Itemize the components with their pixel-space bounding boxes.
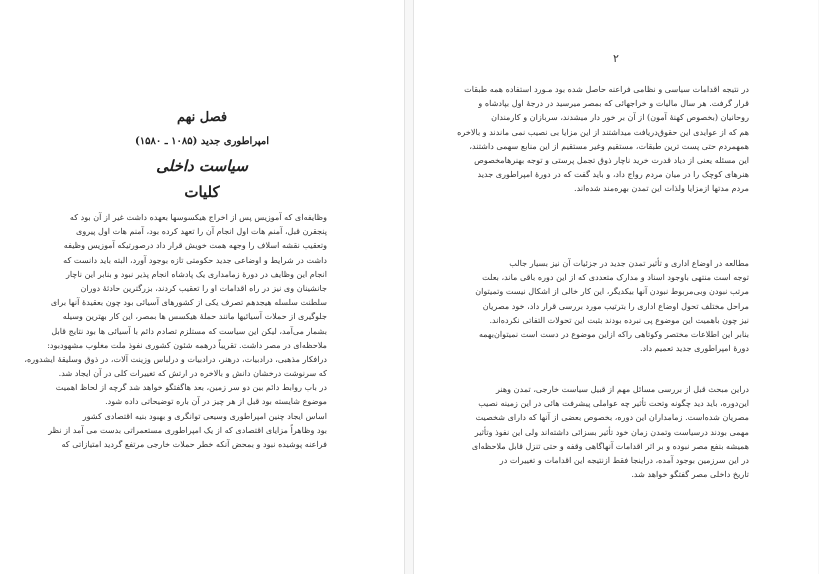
text-line: وتعقیب نقشه اسلاف را وجهه همت خویش قرار داد درصورتیکه آموزیس وظیفه [63, 240, 327, 251]
text-line: در این سرزمین بوجود آمده، دراینجا فقط ازنتیجه این اقدامات و تغییرات در [499, 454, 749, 465]
text-line: درافکار مذهبی، درادبیات، درهنر، درادبیات و درلباس وزینت آلات، در ذوق وسلیقهٔ ایشدوره، [24, 353, 327, 364]
chapter-heading-block [0, 108, 404, 204]
text-line: مردم مدتها ازمزایا ولذات این تمدن بهره‌مند شده‌اند. [574, 183, 749, 194]
chapter-title: فصل نهم [176, 110, 228, 125]
text-line: در نتیجه اقدامات سیاسی و نظامی فراعنه حاصل شده بود مـورد استفاده همه طبقات [464, 84, 749, 94]
text-line: انجام این وظایف در دورهٔ زمامداری یک پادشاه انجام پذیر نبود و بنابر این ناچار [65, 268, 327, 279]
text-line: بشمار می‌آمد، لیکن این سیاست که مستلزم تصادم دائم با آسیائی ها بود نتایج قابل [51, 325, 327, 336]
text-line: این‌دوره، باید دید چگونه وتحت تأثیر چه عواملی پیشرفت هائی در این زمینه نصیب [478, 398, 749, 409]
text-line: سلطنت سلسله هیجدهم تصرف یکی از کشورهای آسیائی بود چون بعقیدهٔ آنها برای [50, 297, 327, 308]
text-line: دراین مبحث قبل از بررسی مسائل مهم از قبیل سیاست خارجی، تمدن وهنر [495, 384, 749, 394]
text-line: هنرهای کوچک را در میان مردم رواج داد، و باید گفت که در دورهٔ امپراطوری جدید [477, 169, 749, 180]
left-body-text [24, 210, 327, 451]
left-page [0, 0, 404, 574]
text-line: مرتب نبودن وبی‌مربوط نبودن آنها بیکدیگر، این کار خالی از اشکال نیست وتمیتوان [475, 286, 749, 297]
text-line: همیشه بنفع مصر نبوده و بر اثر اقدامات آنهاگاهی وقفه و حتی تنزل قابل ملاحظه‌ای [471, 440, 749, 451]
text-line: جانشینان وی نیز در راه اقدامات او را تعقیب کردند، بزرگترین حادثهٔ دوران [80, 282, 327, 293]
text-line: این مسئله یعنی از دیاد قدرت خرید ناچار ذوق تجمل پرستی و توجه بهنرهامخصوص [474, 154, 749, 165]
section-heading-domestic-policy: سیاست داخلی [156, 157, 248, 175]
text-line: مطالعه در اوضاع اداری و تأثیر تمدن جدید در جزئیات آن نیز بسیار جالب [509, 258, 749, 268]
text-line: بود وظاهراً مزایای اقتصادی که از یک امپراطوری مستعمراتی بدست می آمد از نظر [48, 424, 327, 435]
text-line: موضوع شایسته بود قبل از هر چیز در آن باره توضیحاتی داده شود. [105, 396, 327, 407]
paragraph-3 [447, 382, 749, 481]
text-line: مهمی بودند درسیاست وتمدن زمان خود تأثیر بسزائی داشته‌اند ولی این نفوذ وتأثیر [474, 426, 749, 437]
text-line: مصریان شده‌است. زمامداران این دوره، بخصوص بعضی از آنها که دارای شخصیت [475, 412, 749, 423]
text-line: جلوگیری از حملات آسیائیها مانند حملهٔ هیکسس ها بمصر، این کار بهترین وسیله [62, 311, 327, 322]
text-line: نیز چون باهمیت این موضوع پی نبرده بودند بثبت این تحولات التفاتی نکرده‌اند. [489, 314, 749, 325]
text-line: هم که از عوایدی این حقوق‌دریافت میداشتند از این مزایا بی نصیب نمی ماندند و بالاخره [457, 126, 749, 137]
text-line: داشت در شرایط و اوضاعی جدید حکومتی تازه بوجود آورد، البته باید دانست که [63, 254, 327, 265]
text-line: فراعنه پوشیده نبود و بمحض آنکه خطر حملات خارجی مرتفع گردید امتیازاتی که [61, 439, 327, 449]
text-line: اساس ایجاد چنین امپراطوری وسیعی توانگری و بهبود بنیه اقتصادی کشور [82, 410, 327, 421]
text-line: روحانیان (بخصوص کهنهٔ آمون) از آن بر خور دار میشدند، سربازان و کارمندان [491, 112, 749, 123]
text-line: در باب روابط دائم بین دو سر زمین، بعد هاگفتگو خواهد شد گرچه از لحاظ اهمیت [55, 382, 327, 393]
section-heading-overview: کلیات [184, 183, 220, 201]
text-line: دورهٔ امپراطوری جدید تعمیم داد. [639, 343, 749, 354]
page-number: ۲ [613, 52, 619, 65]
paragraph-2 [447, 256, 749, 355]
text-line: وظایفه‌ای که آموزیس پس از اخراج هیکسوسها بعهده داشت غیر از آن بود که [69, 212, 327, 222]
text-line: مراحل مختلف تحول اوضاع اداری را بترتیب مورد بررسی قرار داد، خود مصریان [482, 300, 749, 311]
text-line: تاریخ داخلی مصر گفتگو خواهد شد. [631, 469, 749, 480]
text-line: که سرنوشت درخشان دانش و بالاخره در ارتش که تغییرات کلی در آن ایجاد شد. [58, 368, 327, 379]
right-page [414, 0, 818, 574]
text-line: ملاحظه‌ای در مصر داشت. تقریباً درهمه شئون کشوری نفوذ ملت مغلوب مشهودبود: [47, 339, 327, 350]
text-line: بنابر این اطلاعات مختصر وکوتاهی راکه ازاین موضوع در دست است نمیتوان‌بهمه [478, 328, 749, 339]
reign-subtitle: امپراطوری جدید (۱۰۸۵ ـ ۱۵۸۰) [135, 136, 269, 147]
text-line: همهمردم حتی پست ترین طبقات، مستقیم وغیر مستقیم از این منابع سهمی داشتند، [469, 140, 749, 151]
text-line: توجه است منتهی باوجود اسناد و مدارک متعددی که از این دوره باقی ماند، بعلت [482, 272, 749, 283]
text-line: پنجقرن قبل، آمنم هات اول انجام آن را تعهد کرده بود، آمنم هات اول پیروی [75, 226, 327, 237]
text-line: قرار گرفت. هر سال مالیات و خراجهائی که بمصر میرسید در درجهٔ اول بپادشاه و [478, 98, 749, 109]
paragraph-1 [447, 82, 749, 196]
